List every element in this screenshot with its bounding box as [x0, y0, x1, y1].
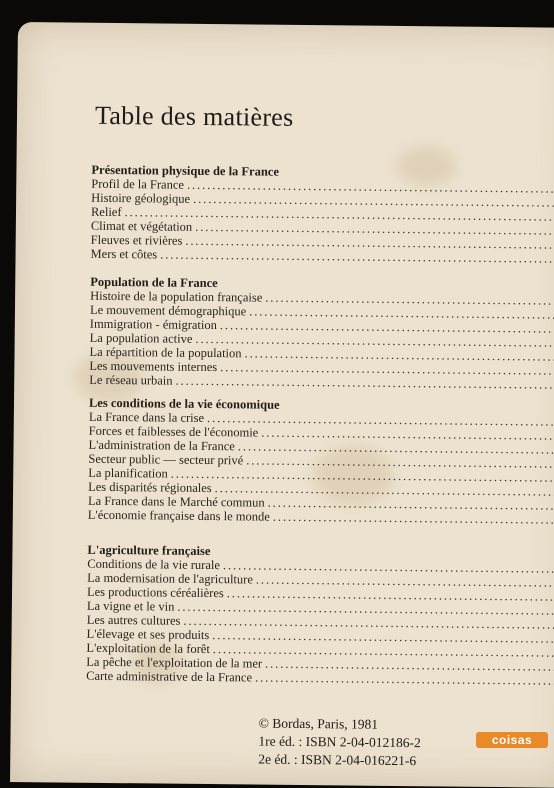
- toc-entry-label: La vigne et le vin: [86, 598, 175, 614]
- page-title: Table des matières: [94, 100, 294, 132]
- toc-entry-label: La France dans la crise: [88, 409, 205, 425]
- toc-entry-label: Relief: [90, 204, 122, 220]
- dot-leader: [273, 510, 554, 527]
- toc-entry-label: La modernisation de l'agriculture: [87, 570, 253, 587]
- watermark-logo: coisas: [476, 732, 548, 748]
- toc-entry-label: La population active: [89, 330, 193, 346]
- toc-entry-label: L'administration de la France: [88, 437, 235, 454]
- toc-entry-label: La répartition de la population: [89, 344, 242, 361]
- toc-entry-label: Les mouvements internes: [89, 358, 218, 375]
- toc-entry-label: L'exploitation de la forêt: [86, 640, 210, 657]
- section-heading: Présentation physique de la France: [91, 162, 280, 179]
- dot-leader: [175, 374, 554, 392]
- toc-entry-label: Les autres cultures: [86, 612, 181, 628]
- isbn-first-edition: 1re éd. : ISBN 2-04-012186-2: [258, 733, 421, 751]
- book-page: [10, 22, 554, 788]
- isbn-second-edition: 2e éd. : ISBN 2-04-016221-6: [258, 751, 417, 769]
- toc-entry-label: Secteur public — secteur privé: [88, 451, 244, 468]
- dot-leader: [160, 248, 554, 266]
- toc-entry-label: La pêche et l'exploitation de la mer: [86, 654, 263, 671]
- toc-entry-label: Histoire de la population française: [90, 288, 263, 305]
- toc-entry-label: Les productions céréalières: [86, 584, 224, 601]
- toc-entry-label: Mers et côtes: [90, 246, 158, 262]
- toc-entry-label: Le réseau urbain: [89, 372, 173, 388]
- toc-entry-label: L'élevage et ses produits: [86, 626, 210, 643]
- section-heading: Population de la France: [90, 274, 218, 291]
- toc-section: [91, 163, 554, 266]
- toc-entry-label: Forces et faiblesses de l'économie: [88, 423, 259, 440]
- toc-entry-label: Le mouvement démographique: [89, 302, 247, 319]
- toc-entry-label: Conditions de la vie rurale: [87, 556, 221, 573]
- toc-entry-label: Fleuves et rivières: [90, 232, 183, 248]
- toc-entry-label: Climat et végétation: [90, 218, 193, 234]
- toc-entry-label: Les disparités régionales: [88, 479, 212, 496]
- toc-entry-label: Immigration - émigration: [89, 316, 217, 333]
- toc-section: [89, 275, 554, 392]
- toc-section: [88, 396, 554, 527]
- toc-entry-label: Histoire géologique: [91, 190, 191, 206]
- section-heading: Les conditions de la vie économique: [88, 395, 280, 412]
- toc-entry-label: Carte administrative de la France: [86, 668, 253, 685]
- toc-entry-label: Profil de la France: [91, 176, 185, 192]
- copyright-line: © Bordas, Paris, 1981: [258, 715, 379, 732]
- toc-entry-label: La planification: [88, 465, 168, 481]
- section-heading: L'agriculture française: [87, 542, 211, 559]
- dot-leader: [255, 671, 554, 688]
- toc-section: [86, 543, 554, 688]
- toc-entry-label: L'économie française dans le monde: [87, 507, 270, 524]
- toc-entry-label: La France dans le Marché commun: [87, 493, 265, 510]
